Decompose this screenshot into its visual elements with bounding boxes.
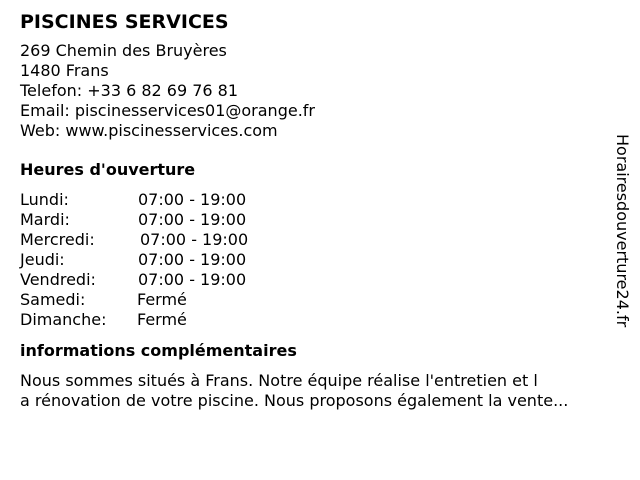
hours-time: 07:00 - 19:00 (138, 190, 247, 209)
hours-row-tuesday (20, 210, 610, 230)
hours-day: Mercredi: (20, 230, 95, 249)
hours-day: Dimanche: (20, 310, 107, 329)
additional-info-heading: informations complémentaires (20, 341, 297, 360)
business-name: PISCINES SERVICES (20, 11, 229, 33)
hours-row-thursday (20, 250, 610, 270)
site-watermark: Horairesdouverture24.fr (613, 134, 632, 328)
hours-time: 07:00 - 19:00 (140, 230, 249, 249)
hours-time: Fermé (137, 310, 187, 329)
opening-hours-heading: Heures d'ouverture (20, 160, 196, 179)
address-city: 1480 Frans (20, 61, 109, 80)
hours-row-sunday (20, 310, 610, 330)
hours-row-monday (20, 190, 610, 210)
hours-time: 07:00 - 19:00 (138, 250, 247, 269)
hours-day: Samedi: (20, 290, 86, 309)
hours-day: Vendredi: (20, 270, 96, 289)
email-line: Email: piscinesservices01@orange.fr (20, 101, 315, 120)
address-street: 269 Chemin des Bruyères (20, 41, 227, 60)
hours-row-friday (20, 270, 610, 290)
business-card (20, 10, 610, 411)
additional-info-line: a rénovation de votre piscine. Nous proposons également la vente... (20, 391, 569, 410)
web-line: Web: www.piscinesservices.com (20, 121, 278, 140)
additional-info-line: Nous sommes situés à Frans. Notre équipe réalise l'entretien et l (20, 371, 538, 390)
phone-line: Telefon: +33 6 82 69 76 81 (20, 81, 239, 100)
hours-row-saturday (20, 290, 610, 310)
hours-time: 07:00 - 19:00 (138, 210, 247, 229)
hours-time: Fermé (137, 290, 187, 309)
hours-day: Lundi: (20, 190, 69, 209)
hours-day: Jeudi: (20, 250, 65, 269)
hours-day: Mardi: (20, 210, 70, 229)
hours-time: 07:00 - 19:00 (138, 270, 247, 289)
hours-row-wednesday (20, 230, 610, 250)
